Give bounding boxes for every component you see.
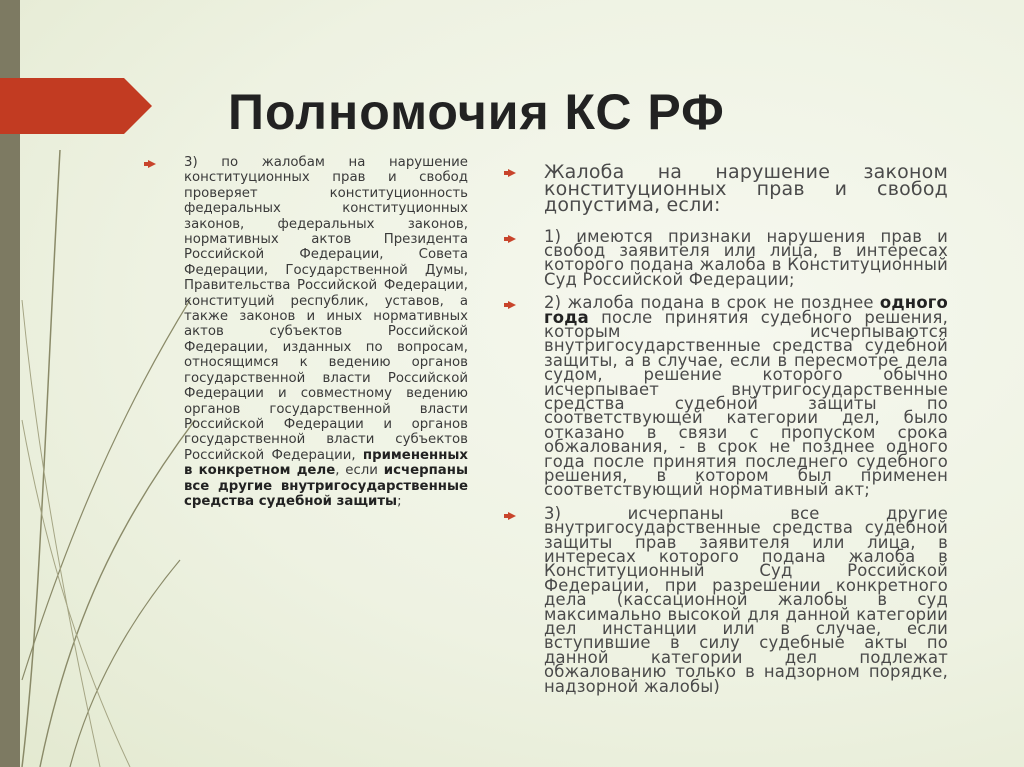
item-text: после принятия судебного решения, которым исчерпываются внутригосударственные средства судебной защиты, а в случае, если в пересмотре дела судом, решение которого обычно исчерпывает внутригосударственные средства судебной защиты по соответствующей категории дел, было отказано в связи с пропуском срока обжалования, - в срок не позднее одного года после принятия последнего судебного решения, в котором был применен соответствующий нормативный акт; <box>544 307 948 500</box>
item-text: 3) по жалобам на нарушение конституционных прав и свобод проверяет конституционность федеральных конституционных законов, федеральных законов, нормативных актов Президента Российской Федерации, Совета Федерации, Государственной Думы, Правительства Российской Федерации, конституций республик, уставов, а также законов и иных нормативных актов субъектов Российской Федерации, изданных по вопросам, относящимся к ведению органов государственной власти Российской Федерации и совместному ведению органов государственной власти Российской Федерации и органов государственной власти субъектов Российской Федерации, <box>184 155 468 463</box>
item-text: , если <box>335 463 384 479</box>
item-text-bold: исчерпаны все другие внутригосударственные средства судебной защиты <box>184 463 468 509</box>
list-item <box>508 293 948 500</box>
arrow-bullet-icon <box>508 169 516 177</box>
item-text: ; <box>397 493 402 509</box>
item-text: 2) жалоба подана в срок не позднее <box>544 293 880 313</box>
item-text: 3) исчерпаны все другие внутригосударственные средства судебной защиты прав заявителя или лица, в интересах которого подана жалоба в Конституционный Суд Российской Федерации, при разрешении конкретного дела (кассационной жалобы в суд максимально высокой для данной категории дел инстанции или в случае, если вступившие в силу судебные акты по данной категории дел подлежат обжалованию только в надзорном порядке, надзорной жалобы) <box>544 503 948 696</box>
title-accent-tab <box>0 78 152 134</box>
list-item <box>508 226 948 289</box>
item-text-bold: примененных в конкретном деле <box>184 447 468 479</box>
lead-text: Жалоба на нарушение законом конституционных прав и свобод допустима, если: <box>544 161 948 216</box>
left-column <box>148 155 468 509</box>
arrow-bullet-icon <box>508 301 516 309</box>
slide-title: Полномочия КС РФ <box>228 84 725 140</box>
item-text-bold: одного года <box>544 293 948 327</box>
right-column <box>508 161 948 703</box>
list-item <box>508 503 948 696</box>
item-text: 1) имеются признаки нарушения прав и свобод заявителя или лица, в интересах которого подана жалоба в Конституционный Суд Российской Федерации; <box>544 226 948 289</box>
list-item <box>148 155 468 509</box>
arrow-bullet-icon <box>148 160 156 168</box>
arrow-bullet-icon <box>508 512 516 520</box>
arrow-bullet-icon <box>508 235 516 243</box>
list-item-lead <box>508 161 948 216</box>
